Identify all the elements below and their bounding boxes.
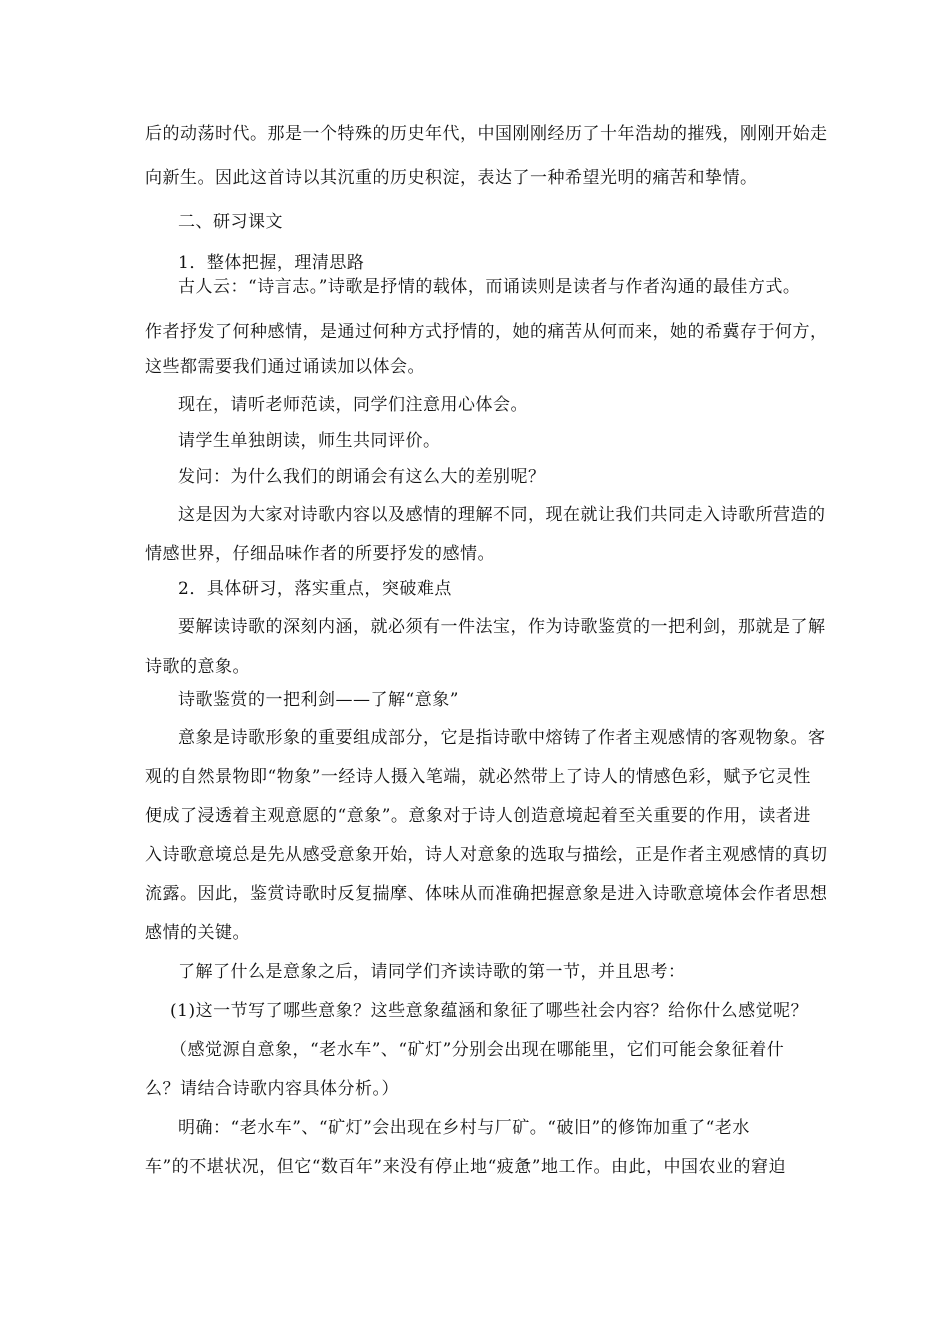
text-line: 现在，请听老师范读，同学们注意用心体会。 (178, 395, 528, 415)
text-line: 情感世界，仔细品味作者的所要抒发的感情。 (145, 544, 495, 564)
text-line: 意象是诗歌形象的重要组成部分，它是指诗歌中熔铸了作者主观感情的客观物象。客 (178, 728, 826, 748)
text-line: 流露。因此，鉴赏诗歌时反复揣摩、体味从而准确把握意象是进入诗歌意境体会作者思想 (145, 884, 828, 904)
text-line: 向新生。因此这首诗以其沉重的历史积淀，表达了一种希望光明的痛苦和挚情。 (145, 168, 758, 188)
subheading: 诗歌鉴赏的一把利剑——了解“意象” (178, 690, 459, 710)
subsection-heading: 2．具体研习，落实重点，突破难点 (178, 579, 452, 599)
subsection-heading: 1．整体把握，理清思路 (178, 253, 365, 273)
text-line: 观的自然景物即“物象”一经诗人摄入笔端，就必然带上了诗人的情感色彩，赋予它灵性 (145, 767, 811, 787)
text-line: 入诗歌意境总是先从感受意象开始，诗人对意象的选取与描绘，正是作者主观感情的真切 (145, 845, 828, 865)
text-line: （感觉源自意象，“老水车”、“矿灯”分别会出现在哪能里，它们可能会象征着什 (170, 1040, 785, 1060)
text-line: 要解读诗歌的深刻内涵，就必须有一件法宝，作为诗歌鉴赏的一把利剑，那就是了解 (178, 617, 826, 637)
text-line: 明确：“老水车”、“矿灯”会出现在乡村与厂矿。“破旧”的修饰加重了“老水 (178, 1118, 750, 1138)
text-line: 这是因为大家对诗歌内容以及感情的理解不同，现在就让我们共同走入诗歌所营造的 (178, 505, 826, 525)
text-line: 诗歌的意象。 (145, 657, 250, 677)
text-line: 便成了浸透着主观意愿的“意象”。意象对于诗人创造意境起着至关重要的作用，读者进 (145, 806, 811, 826)
text-line: 了解了什么是意象之后，请同学们齐读诗歌的第一节，并且思考： (178, 962, 686, 982)
text-line: 这些都需要我们通过诵读加以体会。 (145, 357, 425, 377)
text-line: 请学生单独朗读，师生共同评价。 (178, 431, 441, 451)
text-line: 作者抒发了何种感情，是通过何种方式抒情的，她的痛苦从何而来，她的希冀存于何方， (145, 322, 828, 342)
text-line: 发问：为什么我们的朗诵会有这么大的差别呢？ (178, 467, 546, 487)
section-heading: 二、研习课文 (178, 212, 283, 232)
text-line: 后的动荡时代。那是一个特殊的历史年代，中国刚刚经历了十年浩劫的摧残，刚刚开始走 (145, 124, 828, 144)
question-line: (1)这一节写了哪些意象？这些意象蕴涵和象征了哪些社会内容？给你什么感觉呢？ (170, 1001, 809, 1021)
text-line: 么？请结合诗歌内容具体分析。） (145, 1079, 399, 1099)
text-line: 古人云：“诗言志。”诗歌是抒情的载体，而诵读则是读者与作者沟通的最佳方式。 (178, 277, 801, 297)
text-line: 车”的不堪状况，但它“数百年”来没有停止地“疲惫”地工作。由此，中国农业的窘迫 (145, 1157, 786, 1177)
text-line: 感情的关键。 (145, 923, 250, 943)
